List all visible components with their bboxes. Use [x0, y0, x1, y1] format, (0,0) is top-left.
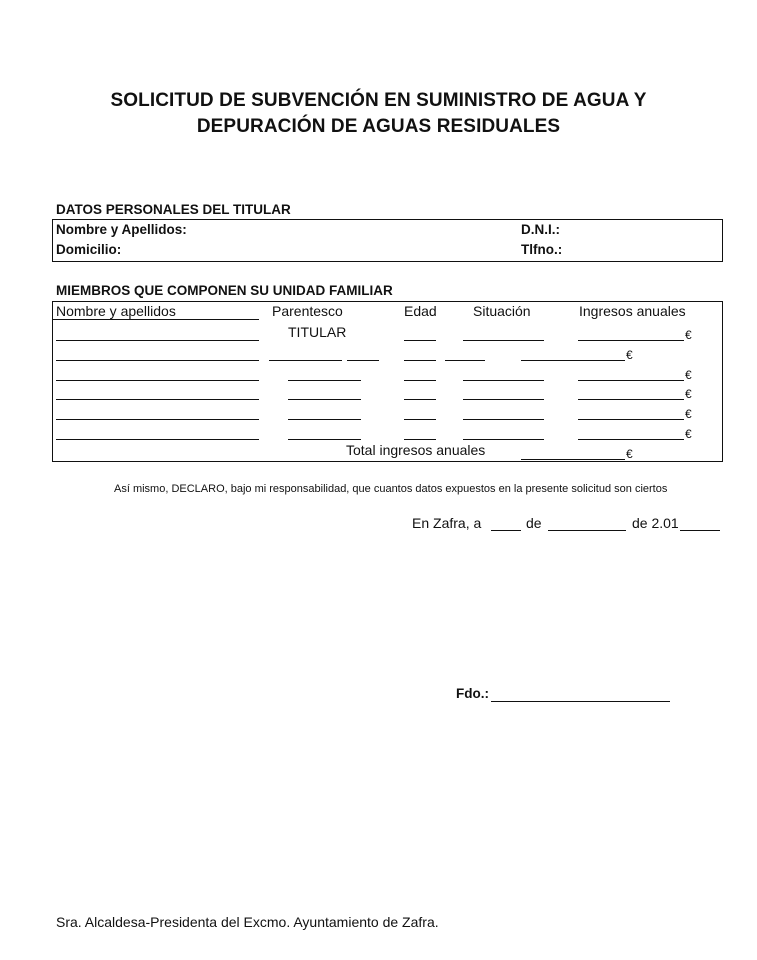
row4-euro-symbol: € — [685, 387, 692, 401]
document-title-line1: SOLICITUD DE SUBVENCIÓN EN SUMINISTRO DE AGUA Y — [110, 90, 647, 111]
phone-label: Tlfno.: — [521, 242, 563, 257]
name-label: Nombre y Apellidos: — [56, 222, 187, 237]
column-status-header: Situación — [473, 303, 531, 319]
document-title-line2: DEPURACIÓN DE AGUAS RESIDUALES — [196, 116, 561, 137]
row1-name-blank — [56, 340, 259, 341]
row3-name-blank — [56, 380, 259, 381]
row6-euro-symbol: € — [685, 427, 692, 441]
column-income-header: Ingresos anuales — [579, 303, 686, 319]
row4-income-blank — [578, 399, 684, 400]
row2-euro-symbol: € — [626, 348, 633, 362]
row1-euro-symbol: € — [685, 328, 692, 342]
row5-status-blank — [463, 419, 544, 420]
row2-income-blank — [521, 360, 625, 361]
row4-relationship-blank — [288, 399, 361, 400]
total-income-blank — [521, 459, 625, 460]
row1-status-blank — [463, 340, 544, 341]
row6-relationship-blank — [288, 439, 361, 440]
row6-name-blank — [56, 439, 259, 440]
row6-status-blank — [463, 439, 544, 440]
day-blank — [491, 530, 521, 531]
row2-relationship-blank-a — [269, 360, 342, 361]
row5-age-blank — [404, 419, 436, 420]
row3-relationship-blank — [288, 380, 361, 381]
total-euro-symbol: € — [626, 447, 633, 461]
row3-income-blank — [578, 380, 684, 381]
column-name-header: Nombre y apellidos — [56, 303, 176, 319]
family-members-box — [52, 301, 723, 462]
column-age-header: Edad — [404, 303, 437, 319]
year-blank — [680, 530, 720, 531]
dni-label: D.N.I.: — [521, 222, 560, 237]
row5-relationship-blank — [288, 419, 361, 420]
personal-data-heading: DATOS PERSONALES DEL TITULAR — [56, 202, 291, 217]
row2-status-blank — [445, 360, 485, 361]
place-prefix: En Zafra, a — [412, 515, 482, 531]
row2-relationship-blank-b — [347, 360, 379, 361]
column-name-header-underline — [53, 319, 259, 320]
row2-age-blank — [404, 360, 436, 361]
month-blank — [548, 530, 626, 531]
row4-age-blank — [404, 399, 436, 400]
row3-age-blank — [404, 380, 436, 381]
row6-income-blank — [578, 439, 684, 440]
signature-blank — [491, 701, 670, 702]
row5-euro-symbol: € — [685, 407, 692, 421]
addressee-line: Sra. Alcaldesa-Presidenta del Excmo. Ayuntamiento de Zafra. — [56, 914, 439, 930]
signature-label: Fdo.: — [456, 686, 489, 701]
row1-income-blank — [578, 340, 684, 341]
family-members-heading: MIEMBROS QUE COMPONEN SU UNIDAD FAMILIAR — [56, 283, 393, 298]
declaration-text: Así mismo, DECLARO, bajo mi responsabilidad, que cuantos datos expuestos en la presente solicitud son ciertos — [114, 483, 668, 495]
row5-name-blank — [56, 419, 259, 420]
row4-name-blank — [56, 399, 259, 400]
address-label: Domicilio: — [56, 242, 122, 257]
date-de-2: de 2.01 — [632, 515, 679, 531]
row3-euro-symbol: € — [685, 368, 692, 382]
first-row-relationship: TITULAR — [288, 324, 347, 340]
row3-status-blank — [463, 380, 544, 381]
total-income-label: Total ingresos anuales — [346, 442, 486, 458]
row2-name-blank — [56, 360, 259, 361]
row5-income-blank — [578, 419, 684, 420]
row4-status-blank — [463, 399, 544, 400]
column-relationship-header: Parentesco — [272, 303, 343, 319]
row1-age-blank — [404, 340, 436, 341]
row6-age-blank — [404, 439, 436, 440]
date-de-1: de — [526, 515, 542, 531]
